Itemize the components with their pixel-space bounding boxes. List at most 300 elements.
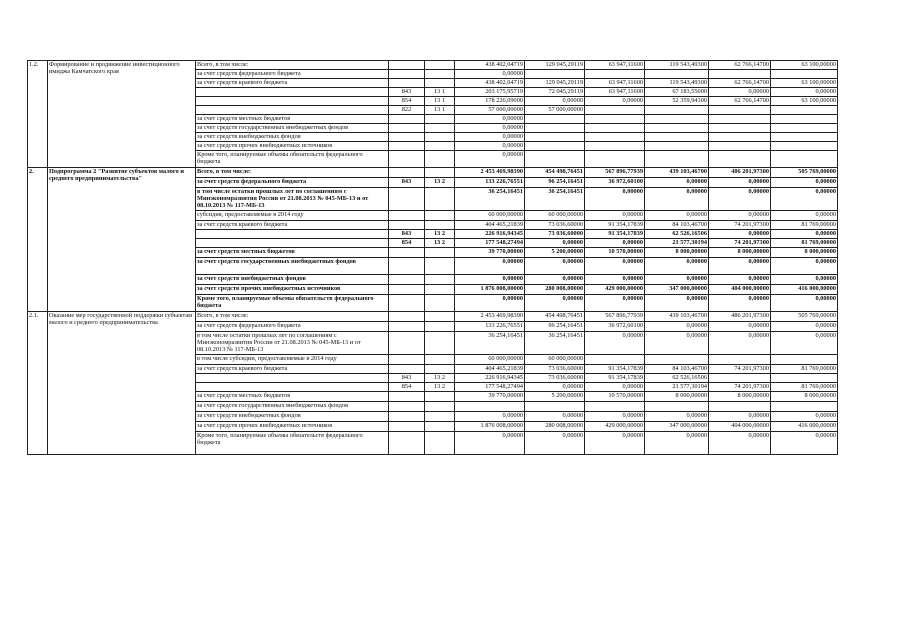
total-value: 178 226,09000 — [455, 97, 525, 106]
section-code — [425, 133, 455, 142]
year-value: 0,00000 — [525, 432, 585, 455]
grbs-code — [389, 188, 425, 211]
year-value: 429 000,00000 — [585, 422, 645, 432]
year-value: 5 200,00000 — [525, 392, 585, 402]
grbs-code — [389, 355, 425, 365]
year-value: 119 543,49300 — [645, 79, 709, 88]
funding-source: за счет средств местных бюджетов — [196, 115, 389, 124]
year-value: 81 769,00000 — [771, 383, 838, 392]
grbs-code: 854 — [389, 239, 425, 248]
total-value: 0,00000 — [455, 70, 525, 79]
total-value: 57 000,00000 — [455, 106, 525, 115]
year-value: 0,00000 — [645, 432, 709, 455]
year-value — [771, 133, 838, 142]
funding-source: за счет средств государственных внебюджетных фондов — [196, 124, 389, 133]
section-code — [425, 402, 455, 412]
year-value: 505 769,00000 — [771, 168, 838, 178]
year-value: 81 769,00000 — [771, 239, 838, 248]
year-value: 21 577,30194 — [645, 383, 709, 392]
year-value: 0,00000 — [585, 97, 645, 106]
grbs-code — [389, 312, 425, 322]
table-row — [28, 168, 838, 178]
year-value: 0,00000 — [645, 412, 709, 422]
year-value: 0,00000 — [709, 412, 771, 422]
funding-source — [196, 383, 389, 392]
section-code — [425, 151, 455, 168]
year-value: 416 000,00000 — [771, 422, 838, 432]
grbs-code — [389, 70, 425, 79]
year-value — [771, 355, 838, 365]
grbs-code — [389, 168, 425, 178]
year-value: 0,00000 — [645, 211, 709, 221]
funding-source: за счет средств федерального бюджета — [196, 178, 389, 188]
year-value: 0,00000 — [645, 188, 709, 211]
year-value: 0,00000 — [709, 230, 771, 239]
total-value: 438 402,04719 — [455, 61, 525, 70]
year-value: 0,00000 — [585, 332, 645, 355]
total-value: 2 453 469,98390 — [455, 312, 525, 322]
total-value: 0,00000 — [455, 115, 525, 124]
year-value: 60 000,00000 — [525, 355, 585, 365]
grbs-code — [389, 285, 425, 295]
year-value: 129 045,29119 — [525, 79, 585, 88]
year-value: 74 201,97300 — [709, 383, 771, 392]
total-value: 404 465,21839 — [455, 365, 525, 374]
total-value: 0,00000 — [455, 142, 525, 151]
year-value: 91 354,17839 — [585, 374, 645, 383]
year-value — [585, 142, 645, 151]
year-value: 416 000,00000 — [771, 285, 838, 295]
year-value: 36 972,60100 — [585, 178, 645, 188]
grbs-code — [389, 151, 425, 168]
table-row — [28, 61, 838, 70]
year-value: 73 036,60000 — [525, 365, 585, 374]
year-value: 8 000,00000 — [645, 392, 709, 402]
total-value: 60 000,00000 — [455, 355, 525, 365]
funding-source: за счет средств внебюджетных фондов — [196, 412, 389, 422]
year-value: 0,00000 — [771, 432, 838, 455]
section-code: 13 1 — [425, 88, 455, 97]
grbs-code: 843 — [389, 230, 425, 239]
funding-source: за счет средств прочих внебюджетных источников — [196, 142, 389, 151]
year-value: 62 766,14700 — [709, 61, 771, 70]
year-value: 63 100,00000 — [771, 61, 838, 70]
year-value — [585, 402, 645, 412]
year-value: 347 000,00000 — [645, 422, 709, 432]
year-value: 8 000,00000 — [771, 392, 838, 402]
year-value: 36 972,60100 — [585, 322, 645, 332]
funding-source — [196, 230, 389, 239]
year-value — [709, 124, 771, 133]
budget-table — [27, 60, 838, 455]
year-value: 81 769,00000 — [771, 221, 838, 230]
funding-source: Всего, в том числе: — [196, 168, 389, 178]
year-value: 0,00000 — [585, 258, 645, 275]
grbs-code: 822 — [389, 106, 425, 115]
year-value: 52 359,94300 — [645, 97, 709, 106]
funding-source: за счет средств внебюджетных фондов — [196, 133, 389, 142]
item-name: Подпрограмма 2 "Развитие субъектов малого и среднего предпринимательства" — [48, 168, 196, 312]
year-value — [709, 115, 771, 124]
grbs-code — [389, 115, 425, 124]
funding-source — [196, 239, 389, 248]
year-value: 0,00000 — [709, 211, 771, 221]
total-value: 133 226,76551 — [455, 178, 525, 188]
year-value: 0,00000 — [585, 432, 645, 455]
year-value: 0,00000 — [771, 322, 838, 332]
total-value: 0,00000 — [455, 432, 525, 455]
total-value: 438 402,04719 — [455, 79, 525, 88]
total-value: 60 000,00000 — [455, 211, 525, 221]
year-value: 0,00000 — [525, 239, 585, 248]
year-value: 62 766,14700 — [709, 97, 771, 106]
grbs-code — [389, 392, 425, 402]
year-value: 10 570,00000 — [585, 392, 645, 402]
year-value: 347 000,00000 — [645, 285, 709, 295]
total-value: 0,00000 — [455, 412, 525, 422]
year-value — [709, 70, 771, 79]
year-value — [771, 115, 838, 124]
funding-source — [196, 88, 389, 97]
section-code: 13 2 — [425, 383, 455, 392]
year-value: 84 103,46700 — [645, 365, 709, 374]
year-value — [585, 151, 645, 168]
funding-source: за счет средств краевого бюджета — [196, 221, 389, 230]
budget-document-page — [27, 60, 838, 455]
year-value — [709, 133, 771, 142]
total-value: 0,00000 — [455, 258, 525, 275]
total-value: 0,00000 — [455, 133, 525, 142]
year-value: 0,00000 — [525, 295, 585, 312]
total-value: 0,00000 — [455, 151, 525, 168]
year-value: 0,00000 — [525, 258, 585, 275]
year-value — [525, 115, 585, 124]
year-value — [525, 151, 585, 168]
year-value: 96 254,16451 — [525, 322, 585, 332]
year-value: 0,00000 — [709, 332, 771, 355]
section-code: 13 2 — [425, 374, 455, 383]
year-value: 72 045,29119 — [525, 88, 585, 97]
year-value — [709, 374, 771, 383]
year-value: 567 896,77939 — [585, 168, 645, 178]
year-value — [645, 142, 709, 151]
year-value: 567 896,77939 — [585, 312, 645, 322]
item-name: Формирование и продвижение инвестиционного имиджа Камчатского края — [48, 61, 196, 168]
funding-source — [196, 374, 389, 383]
year-value: 91 354,17839 — [585, 221, 645, 230]
year-value: 454 498,76451 — [525, 312, 585, 322]
year-value: 10 570,00000 — [585, 248, 645, 258]
year-value: 280 008,00000 — [525, 285, 585, 295]
year-value: 0,00000 — [525, 275, 585, 285]
year-value — [771, 106, 838, 115]
year-value: 63 947,11600 — [585, 79, 645, 88]
year-value: 96 254,16451 — [525, 178, 585, 188]
funding-source: за счет средств краевого бюджета — [196, 79, 389, 88]
grbs-code — [389, 211, 425, 221]
total-value: 0,00000 — [455, 275, 525, 285]
year-value: 62 526,16506 — [645, 230, 709, 239]
year-value — [709, 402, 771, 412]
year-value — [645, 402, 709, 412]
funding-source: за счет средств местных бюджетов — [196, 248, 389, 258]
section-code: 13 2 — [425, 178, 455, 188]
year-value — [645, 124, 709, 133]
year-value: 74 201,97300 — [709, 365, 771, 374]
year-value — [709, 142, 771, 151]
year-value: 81 769,00000 — [771, 365, 838, 374]
year-value: 91 354,17839 — [585, 365, 645, 374]
total-value — [455, 402, 525, 412]
section-code — [425, 188, 455, 211]
year-value: 0,00000 — [645, 332, 709, 355]
total-value: 0,00000 — [455, 295, 525, 312]
year-value — [645, 70, 709, 79]
section-code — [425, 221, 455, 230]
year-value: 0,00000 — [645, 295, 709, 312]
total-value: 177 548,27494 — [455, 239, 525, 248]
total-value: 1 876 008,00000 — [455, 285, 525, 295]
year-value: 36 254,16451 — [525, 188, 585, 211]
year-value — [585, 70, 645, 79]
funding-source: в том числе остатки прошлых лет по соглашениям с Минэкономразвития России от 21.08.2013 № 045-МБ-13 и от 08.10.2013 № 117-МБ-13 — [196, 332, 389, 355]
year-value: 505 769,00000 — [771, 312, 838, 322]
year-value: 486 201,97300 — [709, 168, 771, 178]
year-value: 62 766,14700 — [709, 79, 771, 88]
grbs-code: 843 — [389, 178, 425, 188]
year-value: 0,00000 — [771, 258, 838, 275]
year-value — [585, 133, 645, 142]
section-code — [425, 312, 455, 322]
section-code — [425, 275, 455, 285]
total-value: 226 916,94345 — [455, 374, 525, 383]
year-value: 0,00000 — [709, 258, 771, 275]
total-value: 39 770,00000 — [455, 392, 525, 402]
year-value: 429 000,00000 — [585, 285, 645, 295]
year-value — [525, 142, 585, 151]
section-code — [425, 142, 455, 151]
year-value: 0,00000 — [585, 239, 645, 248]
total-value: 177 548,27494 — [455, 383, 525, 392]
funding-source: Кроме того, планируемые объемы обязательств федерального бюджета — [196, 295, 389, 312]
year-value: 0,00000 — [525, 412, 585, 422]
year-value: 91 354,17839 — [585, 230, 645, 239]
grbs-code — [389, 275, 425, 285]
year-value — [771, 142, 838, 151]
grbs-code — [389, 133, 425, 142]
year-value — [771, 124, 838, 133]
section-code — [425, 168, 455, 178]
year-value: 0,00000 — [709, 275, 771, 285]
section-code — [425, 211, 455, 221]
funding-source — [196, 97, 389, 106]
year-value: 63 100,00000 — [771, 97, 838, 106]
grbs-code: 854 — [389, 97, 425, 106]
section-code — [425, 355, 455, 365]
year-value: 0,00000 — [585, 412, 645, 422]
year-value: 280 008,00000 — [525, 422, 585, 432]
year-value — [525, 70, 585, 79]
section-code: 13 1 — [425, 106, 455, 115]
funding-source — [196, 106, 389, 115]
year-value: 0,00000 — [771, 211, 838, 221]
total-value: 39 770,00000 — [455, 248, 525, 258]
year-value: 0,00000 — [771, 88, 838, 97]
section-code — [425, 61, 455, 70]
total-value: 133 226,76551 — [455, 322, 525, 332]
funding-source: за счет средств федерального бюджета — [196, 322, 389, 332]
year-value — [645, 106, 709, 115]
year-value: 73 036,60000 — [525, 221, 585, 230]
year-value — [585, 106, 645, 115]
year-value: 0,00000 — [645, 178, 709, 188]
year-value: 0,00000 — [525, 383, 585, 392]
funding-source: Кроме того, планируемые объемы обязательств федерального бюджета — [196, 432, 389, 455]
grbs-code — [389, 142, 425, 151]
grbs-code — [389, 422, 425, 432]
year-value: 36 254,16451 — [525, 332, 585, 355]
grbs-code — [389, 402, 425, 412]
grbs-code — [389, 248, 425, 258]
funding-source: в том числе остатки прошлых лет по соглашениям с Минэкономразвития России от 21.08.2013 № 045-МБ-13 и от 08.10.2013 № 117-МБ-13 — [196, 188, 389, 211]
year-value: 0,00000 — [771, 230, 838, 239]
year-value — [525, 133, 585, 142]
year-value: 0,00000 — [585, 188, 645, 211]
funding-source: Всего, в том числе: — [196, 312, 389, 322]
section-code: 13 2 — [425, 239, 455, 248]
funding-source: за счет средств государственных внебюджетных фондов — [196, 258, 389, 275]
year-value: 73 036,60000 — [525, 374, 585, 383]
total-value: 36 254,16451 — [455, 332, 525, 355]
total-value: 203 175,95719 — [455, 88, 525, 97]
grbs-code: 843 — [389, 374, 425, 383]
year-value — [585, 124, 645, 133]
year-value: 0,00000 — [709, 432, 771, 455]
table-row — [28, 312, 838, 322]
funding-source: за счет средств прочих внебюджетных источников — [196, 285, 389, 295]
funding-source: за счет средств федерального бюджета — [196, 70, 389, 79]
year-value: 0,00000 — [771, 412, 838, 422]
year-value: 62 526,16506 — [645, 374, 709, 383]
year-value: 0,00000 — [771, 178, 838, 188]
total-value: 36 254,16451 — [455, 188, 525, 211]
year-value — [645, 355, 709, 365]
year-value: 0,00000 — [709, 178, 771, 188]
year-value: 73 036,60000 — [525, 230, 585, 239]
year-value: 63 947,11600 — [585, 61, 645, 70]
year-value: 119 543,49300 — [645, 61, 709, 70]
section-code — [425, 79, 455, 88]
grbs-code — [389, 124, 425, 133]
year-value: 63 947,11600 — [585, 88, 645, 97]
funding-source: за счет средств государственных внебюджетных фондов — [196, 402, 389, 412]
section-code: 13 2 — [425, 230, 455, 239]
year-value — [709, 151, 771, 168]
item-name: Оказание мер государственной поддержки субъектам малого и среднего предпринимательства — [48, 312, 196, 455]
year-value — [709, 106, 771, 115]
year-value — [525, 124, 585, 133]
year-value — [771, 70, 838, 79]
year-value: 8 000,00000 — [771, 248, 838, 258]
year-value: 0,00000 — [771, 275, 838, 285]
year-value: 74 201,97300 — [709, 221, 771, 230]
year-value: 60 000,00000 — [525, 211, 585, 221]
item-number: 1.2. — [28, 61, 48, 168]
section-code — [425, 322, 455, 332]
year-value: 57 000,00000 — [525, 106, 585, 115]
year-value: 0,00000 — [525, 97, 585, 106]
year-value: 0,00000 — [585, 211, 645, 221]
year-value — [771, 402, 838, 412]
year-value — [645, 115, 709, 124]
total-value: 1 876 008,00000 — [455, 422, 525, 432]
funding-source: за счет средств местных бюджетов — [196, 392, 389, 402]
year-value: 8 000,00000 — [709, 392, 771, 402]
year-value — [771, 151, 838, 168]
funding-source: за счет средств прочих внебюджетных источников — [196, 422, 389, 432]
grbs-code — [389, 295, 425, 312]
total-value: 2 453 469,98390 — [455, 168, 525, 178]
year-value: 0,00000 — [645, 322, 709, 332]
year-value: 454 498,76451 — [525, 168, 585, 178]
year-value — [771, 374, 838, 383]
year-value: 404 000,00000 — [709, 285, 771, 295]
year-value: 0,00000 — [709, 322, 771, 332]
section-code — [425, 258, 455, 275]
section-code — [425, 392, 455, 402]
section-code — [425, 332, 455, 355]
year-value: 0,00000 — [771, 188, 838, 211]
funding-source: субсидия, предоставляемые в 2014 году — [196, 211, 389, 221]
total-value: 226 916,94345 — [455, 230, 525, 239]
section-code — [425, 285, 455, 295]
year-value: 0,00000 — [585, 295, 645, 312]
year-value: 439 103,46700 — [645, 168, 709, 178]
section-code — [425, 412, 455, 422]
year-value — [709, 355, 771, 365]
year-value: 0,00000 — [645, 258, 709, 275]
item-number: 2.1. — [28, 312, 48, 455]
funding-source: за счет средств внебюджетных фондов — [196, 275, 389, 285]
section-code — [425, 124, 455, 133]
year-value: 129 045,29119 — [525, 61, 585, 70]
section-code — [425, 248, 455, 258]
grbs-code — [389, 221, 425, 230]
section-code — [425, 115, 455, 124]
section-code — [425, 432, 455, 455]
funding-source: Всего, в том числе: — [196, 61, 389, 70]
section-code: 13 1 — [425, 97, 455, 106]
grbs-code — [389, 365, 425, 374]
year-value: 486 201,97300 — [709, 312, 771, 322]
grbs-code: 854 — [389, 383, 425, 392]
section-code — [425, 70, 455, 79]
funding-source: в том числе субсидии, предоставляемые в 2014 году — [196, 355, 389, 365]
year-value: 0,00000 — [771, 295, 838, 312]
total-value: 404 465,21839 — [455, 221, 525, 230]
grbs-code — [389, 61, 425, 70]
year-value: 8 000,00000 — [645, 248, 709, 258]
year-value: 0,00000 — [709, 188, 771, 211]
year-value: 74 201,97300 — [709, 239, 771, 248]
year-value: 0,00000 — [585, 275, 645, 285]
year-value: 21 577,30194 — [645, 239, 709, 248]
grbs-code — [389, 258, 425, 275]
year-value — [645, 151, 709, 168]
year-value — [585, 355, 645, 365]
year-value: 0,00000 — [771, 332, 838, 355]
year-value: 84 103,46700 — [645, 221, 709, 230]
